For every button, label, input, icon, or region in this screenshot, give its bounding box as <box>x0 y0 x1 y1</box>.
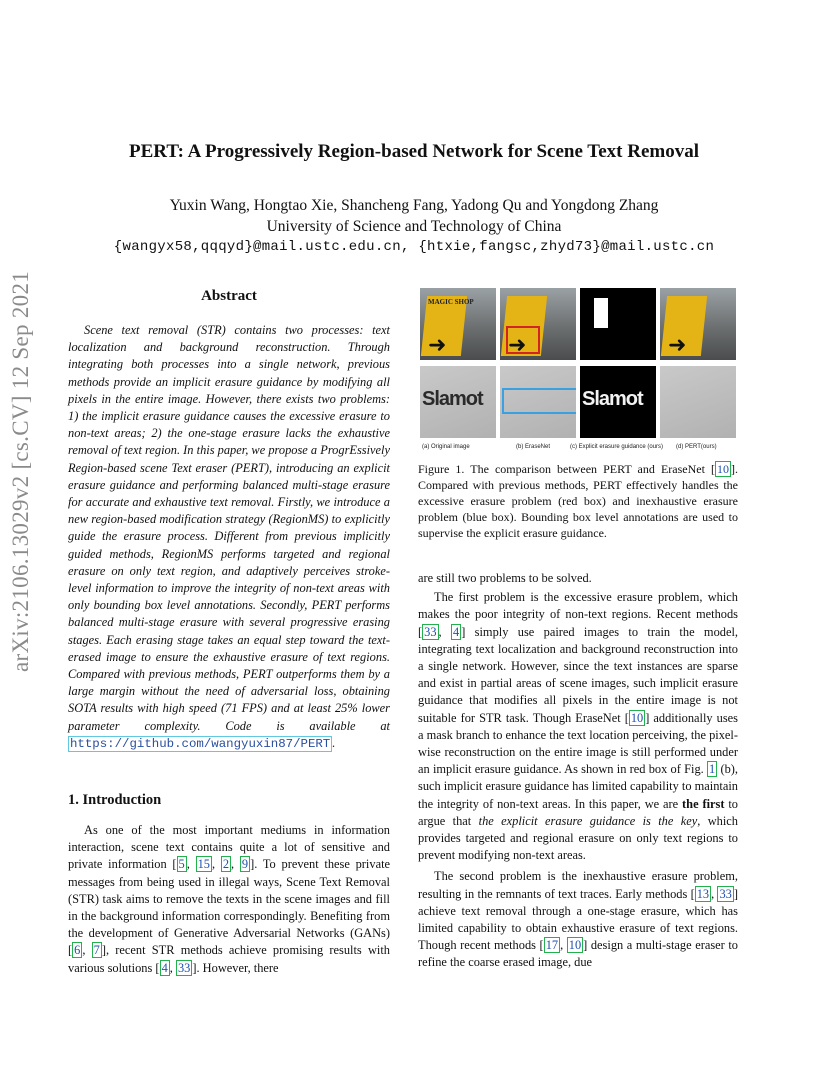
figure-1-caption: Figure 1. The comparison between PERT and EraseNet [ 10 ]. Compared with previous methods, PERT effectively handles the excessive erasure problem (red box) and inexhaustive erasure problem (blue box). Bounding box level annotations are used to supervise the explicit erasure guidance. <box>418 462 738 540</box>
paper-title: PERT: A Progressively Region-based Network for Scene Text Removal <box>129 141 699 162</box>
citation-link[interactable]: 33 <box>424 624 437 639</box>
figure-panel-mask-sign <box>580 288 656 360</box>
arxiv-sidebar-id: arXiv:2106.13029v2 [cs.CV] 12 Sep 2021 <box>8 270 33 672</box>
subcaption-b: (b) EraseNet <box>516 444 551 450</box>
red-box-marker <box>506 326 540 354</box>
citation-link[interactable]: 17 <box>545 938 559 953</box>
figure-panel-original-graffiti <box>420 366 496 438</box>
figure-panel-pert-graffiti <box>660 366 736 438</box>
continuation-line: are still two problems to be solved. <box>418 571 592 585</box>
arrow-icon: ➜ <box>428 332 447 357</box>
arrow-icon: ➜ <box>668 332 687 357</box>
abstract-heading: Abstract <box>201 288 257 304</box>
mask-region <box>594 298 608 328</box>
citation-link[interactable]: 10 <box>568 938 582 953</box>
subcaption-c: (c) Explicit erasure guidance (ours) <box>570 444 664 450</box>
paragraph-first-problem: The first problem is the excessive erasure problem, which makes the poor integrity of non-text regions. Recent methods [ 33 , 4 ] simply use paired images to train the model, integrating text localization and background reconstruction into a single network. However, since the text instances are sparse and exist in partial areas of scene images, such implicit erasure guidance that modifies all pixels in the entire image is not suitable for STR task. Though EraseNet [ 10 ] additionally uses a mask branch to enhance the text location perceiving, the pixel-wise reconstruction on the entire image is still performed under an implicit erasure guidance. As shown in red box of Fig. 1 (b), such implicit erasure guidance has limited capability to maintain the integrity of non-text areas. In this paper, we are the first to argue that the explicit erasure guidance is the key, which provides targeted and regional erasure on only text regions to prevent modifying non-text areas. <box>418 590 738 863</box>
citation-link[interactable]: 7 <box>93 943 100 958</box>
emails: {wangyx58,qqqyd}@mail.ustc.edu.cn, {htxie,fangsc,zhyd73}@mail.ustc.cn <box>113 239 715 255</box>
citation-link[interactable]: 2 <box>222 857 230 872</box>
affiliation: University of Science and Technology of China <box>266 218 562 235</box>
blue-box-marker <box>502 388 576 414</box>
figure-panel-original-sign <box>420 288 496 360</box>
citation-link[interactable]: 10 <box>717 462 729 476</box>
citation-link[interactable]: 33 <box>177 960 191 975</box>
figure-panel-pert-sign <box>660 288 736 360</box>
citation-link[interactable]: 13 <box>696 886 710 901</box>
paragraph-second-problem: The second problem is the inexhaustive erasure problem, resulting in the remnants of text traces. Early methods [ 13 , 33 ] achieve text removal through a one-stage erasure, which has limited capability to obtain exhaustive erasure of text regions. Though recent methods [ 17 , 10 ] design a multi-stage eraser to refine the coarse erased image, due <box>418 869 739 970</box>
graffiti-text: Slamot <box>422 388 483 410</box>
subcaption-a: (a) Original image <box>422 444 470 450</box>
citation-link[interactable]: 33 <box>719 886 732 901</box>
section-heading-introduction: 1. Introduction <box>68 792 162 808</box>
right-column-body <box>418 570 738 972</box>
authors: Yuxin Wang, Hongtao Xie, Shancheng Fang, Yadong Qu and Yongdong Zhang <box>169 197 659 214</box>
abstract-text: Scene text removal (STR) contains two processes: text localization and background reconstruction. Through integrating both processes into a single network, previous methods provide an implicit erasure guidance by modifying all pixels in the entire image. However, there exists two problems: 1) the implicit erasure guidance causes the excessive erasure to non-text areas; 2) the one-stage erasure lacks the exhaustive removal of text region. In this paper, we propose a ProgrEssively Region-based scene Text eraser (PERT), introducing an explicit erasure guidance and performing balanced multi-stage erasure for accurate and exhaustive text removal. Firstly, we introduce a new region-based modification strategy (RegionMS) to explicitly guide the erasure process. Different from previous implicitly guided methods, RegionMS performs targeted and regional erasure on only text region, and adaptively perceives stroke-level information to improve the integrity of non-text areas with only bounding box level annotations. Secondly, PERT performs balanced multi-stage erasure with several progressive erasing stages. Each erasing stage takes an equal step toward the text-erased image to ensure the exhaustive erasure of text regions. Compared with previous methods, PERT outperforms them by a large margin without the need of adversarial loss, obtaining SOTA results with high speed (71 FPS) and at least 25% lower parameter complexity. Code is available at <box>68 323 390 733</box>
subcaption-d: (d) PERT(ours) <box>676 444 717 450</box>
mask-graffiti-text: Slamot <box>582 388 643 410</box>
code-link[interactable]: https://github.com/wangyuxin87/PERT <box>70 736 331 751</box>
author-block <box>0 195 828 258</box>
figure-ref-link[interactable]: 1 <box>709 762 716 777</box>
figure-panel-erasenet-sign <box>500 288 576 360</box>
citation-link[interactable]: 4 <box>452 624 460 639</box>
citation-link[interactable]: 5 <box>178 857 185 872</box>
abstract-body: Scene text removal (STR) contains two processes: text localization and background reconstruction. Through integrating both processes into a single network, previous methods provide an implicit erasure guidance by modifying all pixels in the entire image. However, there exists two problems: 1) the implicit erasure guidance causes the excessive erasure to non-text areas; 2) the one-stage erasure lacks the exhaustive removal of text region. In this paper, we propose a ProgrEssively Region-based scene Text eraser (PERT), introducing an explicit erasure guidance and performing balanced multi-stage erasure for accurate and exhaustive text removal. Firstly, we introduce a new region-based modification strategy (RegionMS) to explicitly guide the erasure process. Different from previous implicitly guided methods, RegionMS performs targeted and regional erasure on only text region, and adaptively perceives stroke-level information to improve the integrity of non-text areas with only bounding box level annotations. Secondly, PERT performs balanced multi-stage erasure with several progressive erasing stages. Each erasing stage takes an equal step toward the text-erased image to ensure the exhaustive erasure of text regions. Compared with previous methods, PERT outperforms them by a large margin without the need of adversarial loss, obtaining SOTA results with high speed (71 FPS) and at least 25% lower parameter complexity. Code is available at https://github.com/wangyuxin87/PERT . <box>68 323 390 751</box>
figure-panel-mask-graffiti <box>580 366 656 438</box>
figure-panel-erasenet-graffiti <box>500 366 576 438</box>
citation-link[interactable]: 6 <box>74 943 81 958</box>
citation-link[interactable]: 9 <box>241 857 249 872</box>
introduction-paragraph: As one of the most important mediums in information interaction, scene text contains quite a lot of sensitive and private information [ 5 , 15 , 2 , 9 ]. To prevent these private messages from being used in illegal ways, Scene Text Removal (STR) task aims to remove the texts in the scene images and fill in the background information correspondingly. Benefiting from the development of Generative Adversarial Networks (GANs) [ 6 , 7 ], recent STR methods achieve promising results with various solutions [ 4 , 33 ]. However, there <box>68 823 391 975</box>
figure-1-image-grid <box>420 288 736 450</box>
citation-link[interactable]: 15 <box>197 857 210 872</box>
arrow-icon: ➜ <box>508 332 527 357</box>
citation-link[interactable]: 4 <box>161 960 168 975</box>
citation-link[interactable]: 10 <box>630 710 644 725</box>
sign-text: MAGIC SHOP <box>428 298 474 306</box>
